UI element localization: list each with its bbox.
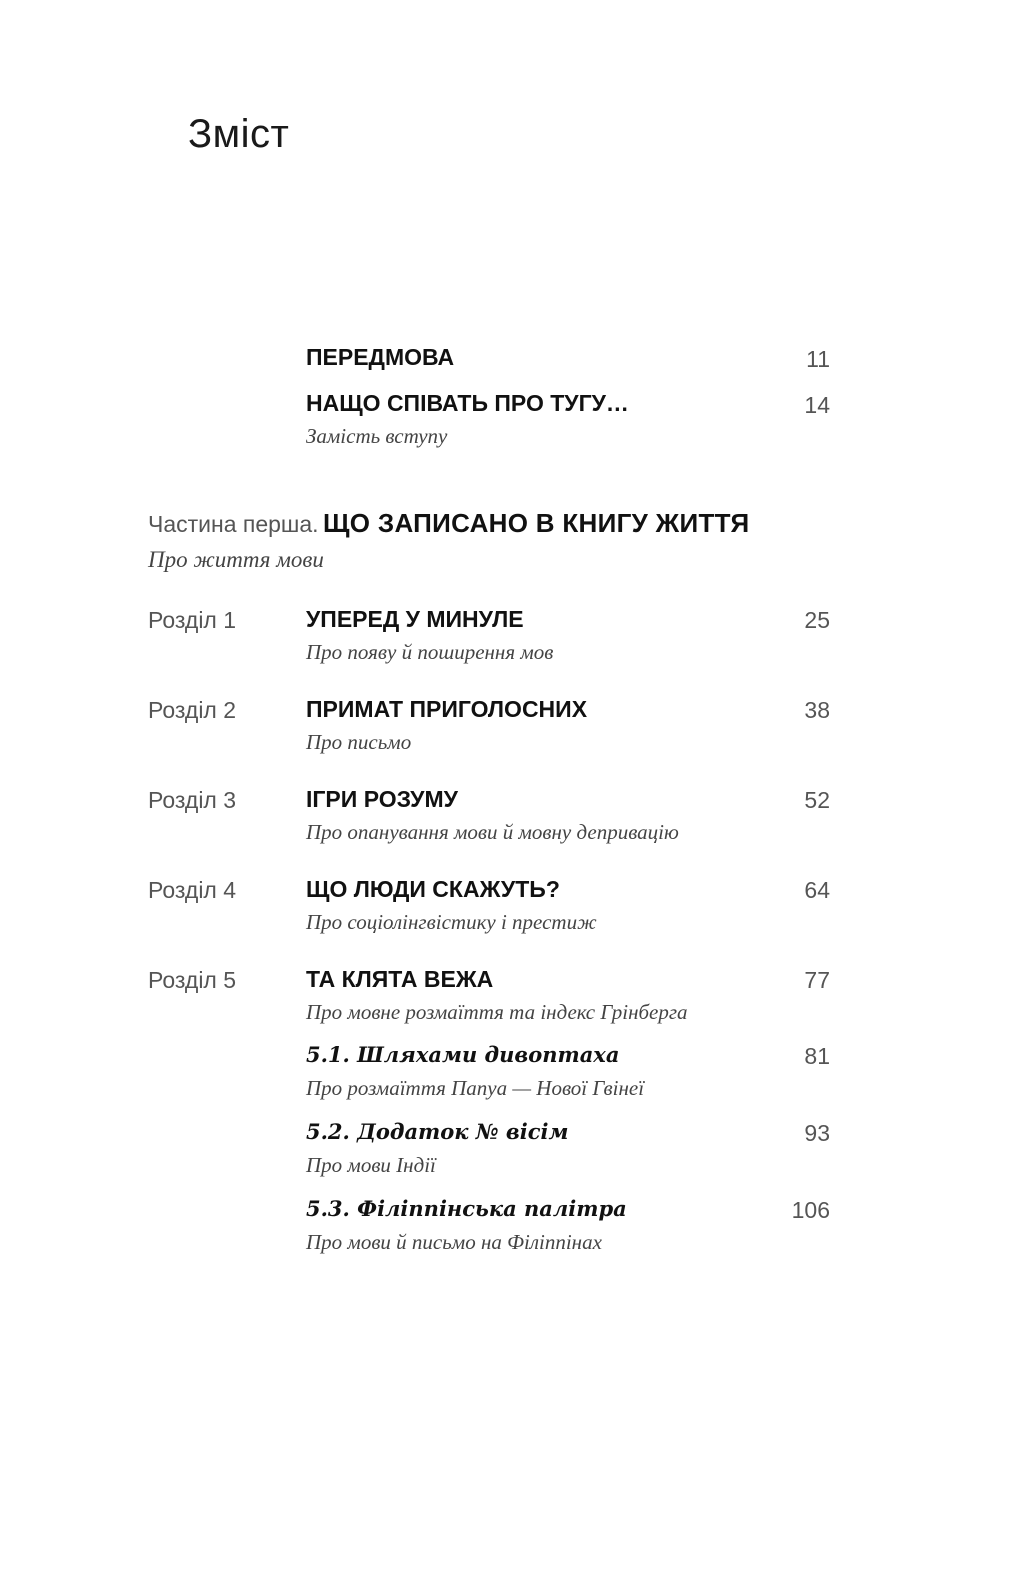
entry-description: Про розмаїття Папуа — Нової Гвінеї [306, 1076, 645, 1100]
entry-page-number: 93 [804, 1120, 830, 1146]
entry-page-number: 64 [804, 877, 830, 903]
entry-heading: 5.1. Шляхами дивоптаха [306, 1042, 620, 1067]
chapter-label: Розділ 3 [148, 787, 237, 813]
entry-description: Про появу й поширення мов [306, 640, 554, 664]
entry-heading: 5.2. Додаток № вісім [306, 1119, 569, 1144]
entry-heading: ПЕРЕДМОВА [306, 344, 455, 370]
entry-description: Про мови й письмо на Філіппінах [306, 1230, 602, 1254]
chapter-label: Розділ 4 [148, 877, 237, 903]
part-description: Про життя мови [148, 547, 324, 572]
entry-page-number: 38 [804, 697, 830, 723]
entry-description: Про письмо [306, 730, 412, 754]
entry-heading: 5.3. Філіппінська палітра [306, 1196, 627, 1221]
chapter-label: Розділ 1 [148, 607, 237, 633]
entry-page-number: 77 [804, 967, 830, 993]
part-title: ЩО ЗАПИСАНО В КНИГУ ЖИТТЯ [323, 508, 750, 538]
entry-description: Про соціолінгвістику і престиж [306, 910, 597, 934]
page-title: Зміст [188, 112, 290, 156]
entry-page-number: 106 [791, 1197, 830, 1223]
entry-heading: ЩО ЛЮДИ СКАЖУТЬ? [306, 876, 560, 902]
part-label: Частина перша. [148, 511, 319, 537]
entry-page-number: 25 [804, 607, 830, 633]
part-heading [148, 508, 749, 539]
entry-page-number: 11 [806, 346, 830, 372]
entry-description: Про мови Індії [306, 1153, 436, 1177]
entry-description: Замість вступу [306, 424, 448, 448]
entry-heading: ІГРИ РОЗУМУ [306, 786, 458, 812]
entry-description: Про опанування мови й мовну депривацію [306, 820, 679, 844]
entry-page-number: 52 [804, 787, 830, 813]
entry-heading: УПЕРЕД У МИНУЛЕ [306, 606, 524, 632]
entry-page-number: 81 [804, 1043, 830, 1069]
chapter-label: Розділ 2 [148, 697, 237, 723]
entry-heading: ПРИМАТ ПРИГОЛОСНИХ [306, 696, 588, 722]
entry-description: Про мовне розмаїття та індекс Грінберга [306, 1000, 688, 1024]
entry-heading: ТА КЛЯТА ВЕЖА [306, 966, 494, 992]
entry-page-number: 14 [804, 392, 830, 418]
entry-heading: НАЩО СПІВАТЬ ПРО ТУГУ… [306, 390, 629, 416]
chapter-label: Розділ 5 [148, 967, 237, 993]
